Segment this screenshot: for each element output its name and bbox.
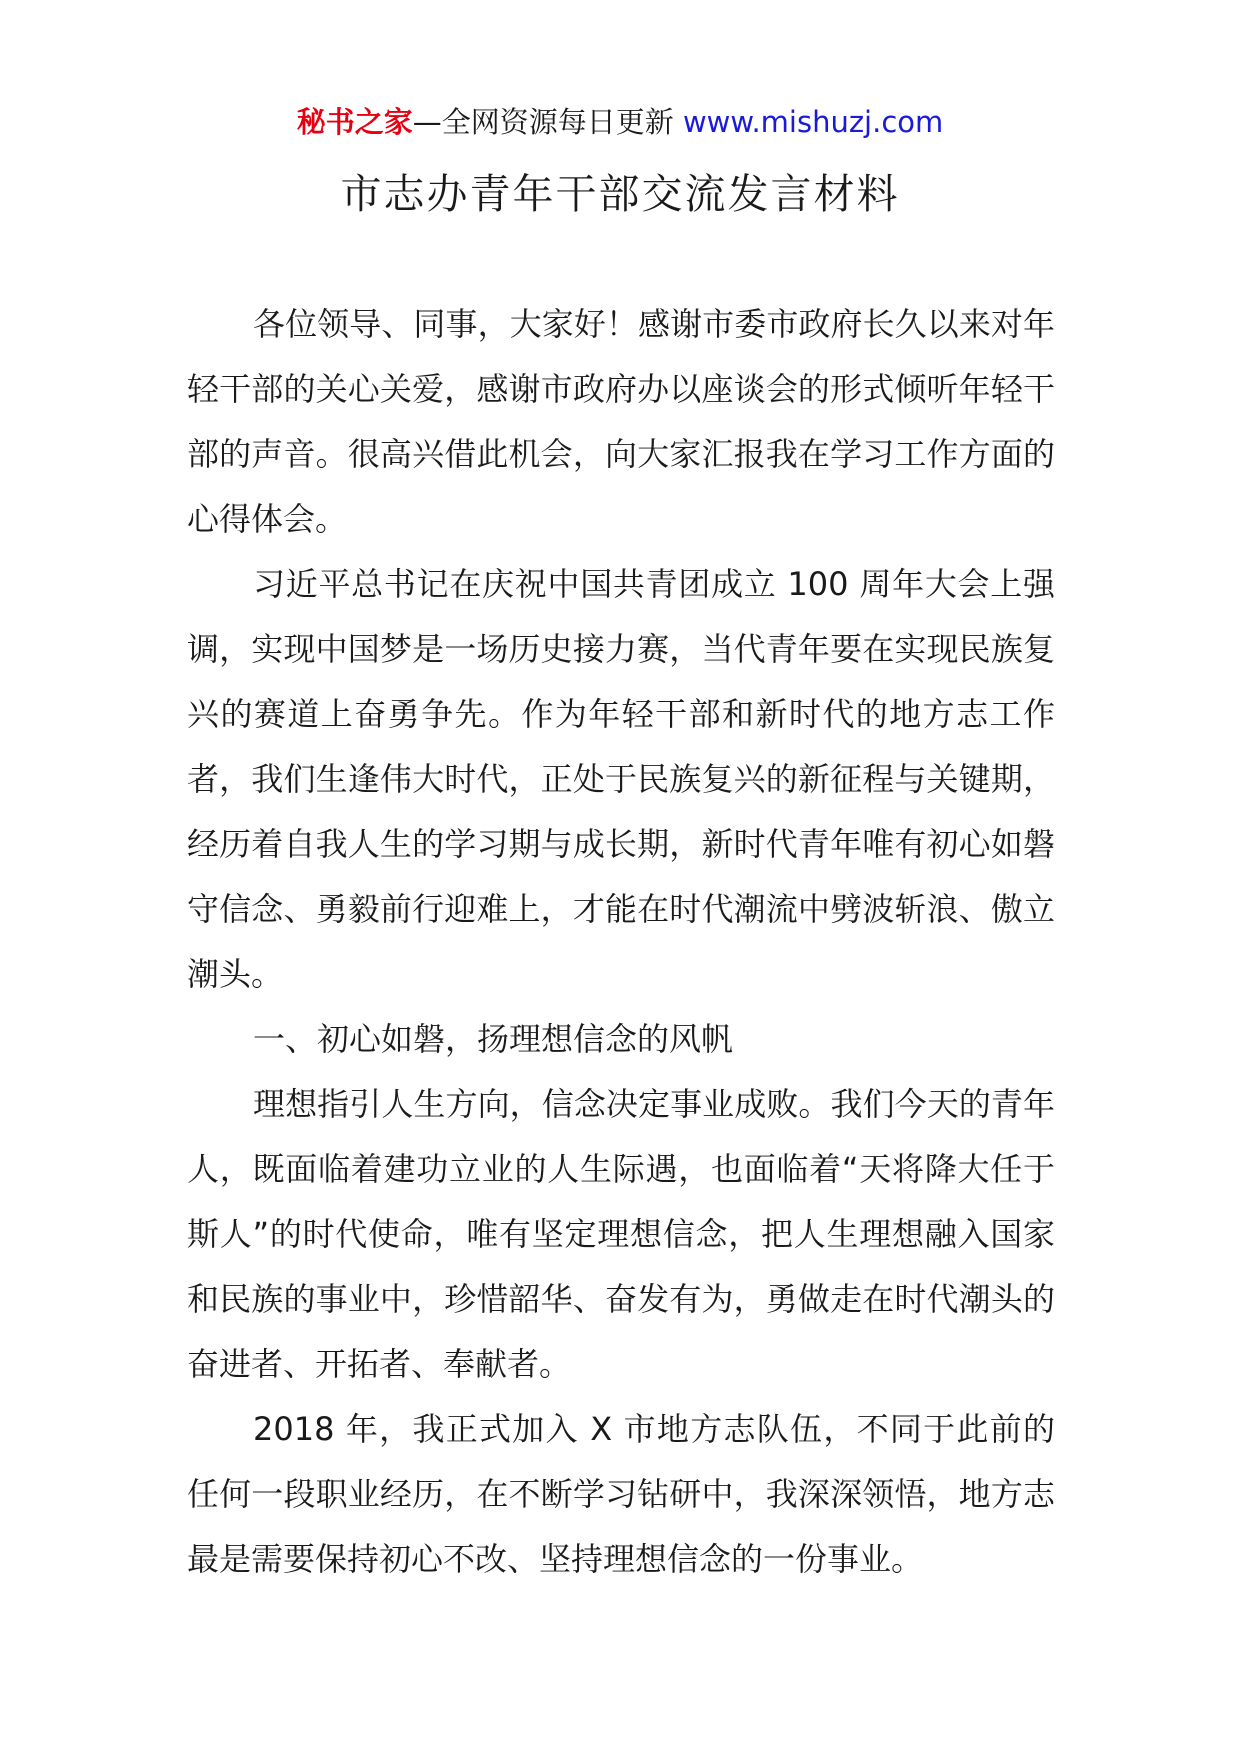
site-header: [0, 102, 1240, 142]
site-tagline: —全网资源每日更新: [412, 105, 683, 139]
paragraph-intro: 习近平总书记在庆祝中国共青团成立 100 周年大会上强调，实现中国梦是一场历史接力赛，当代青年要在实现民族复兴的赛道上奋勇争先。作为年轻干部和新时代的地方志工作者，我们生逢伟大时代，正处于民族复兴的新征程与关键期，经历着自我人生的学习期与成长期，新时代青年唯有初心如磐守信念、勇毅前行迎难上，才能在时代潮流中劈波斩浪、傲立潮头。: [187, 565, 1055, 993]
document-title: 市志办青年干部交流发言材料: [340, 170, 900, 218]
site-url-link[interactable]: www.mishuzj.com: [682, 105, 944, 139]
paragraph-2018: 2018 年，我正式加入 X 市地方志队伍，不同于此前的任何一段职业经历，在不断学习钻研中，我深深领悟，地方志最是需要保持初心不改、坚持理想信念的一份事业。: [187, 1410, 1055, 1578]
section-heading: 一、初心如磐，扬理想信念的风帆: [253, 1020, 734, 1058]
site-brand: 秘书之家: [296, 105, 413, 139]
document-body: [187, 292, 1055, 1592]
paragraph-ideals: 理想指引人生方向，信念决定事业成败。我们今天的青年人，既面临着建功立业的人生际遇，也面临着“天将降大任于斯人”的时代使命，唯有坚定理想信念，把人生理想融入国家和民族的事业中，珍惜韶华、奋发有为，勇做走在时代潮头的奋进者、开拓者、奉献者。: [187, 1085, 1055, 1383]
paragraph-greeting: 各位领导、同事，大家好！感谢市委市政府长久以来对年轻干部的关心关爱，感谢市政府办以座谈会的形式倾听年轻干部的声音。很高兴借此机会，向大家汇报我在学习工作方面的心得体会。: [187, 305, 1055, 538]
